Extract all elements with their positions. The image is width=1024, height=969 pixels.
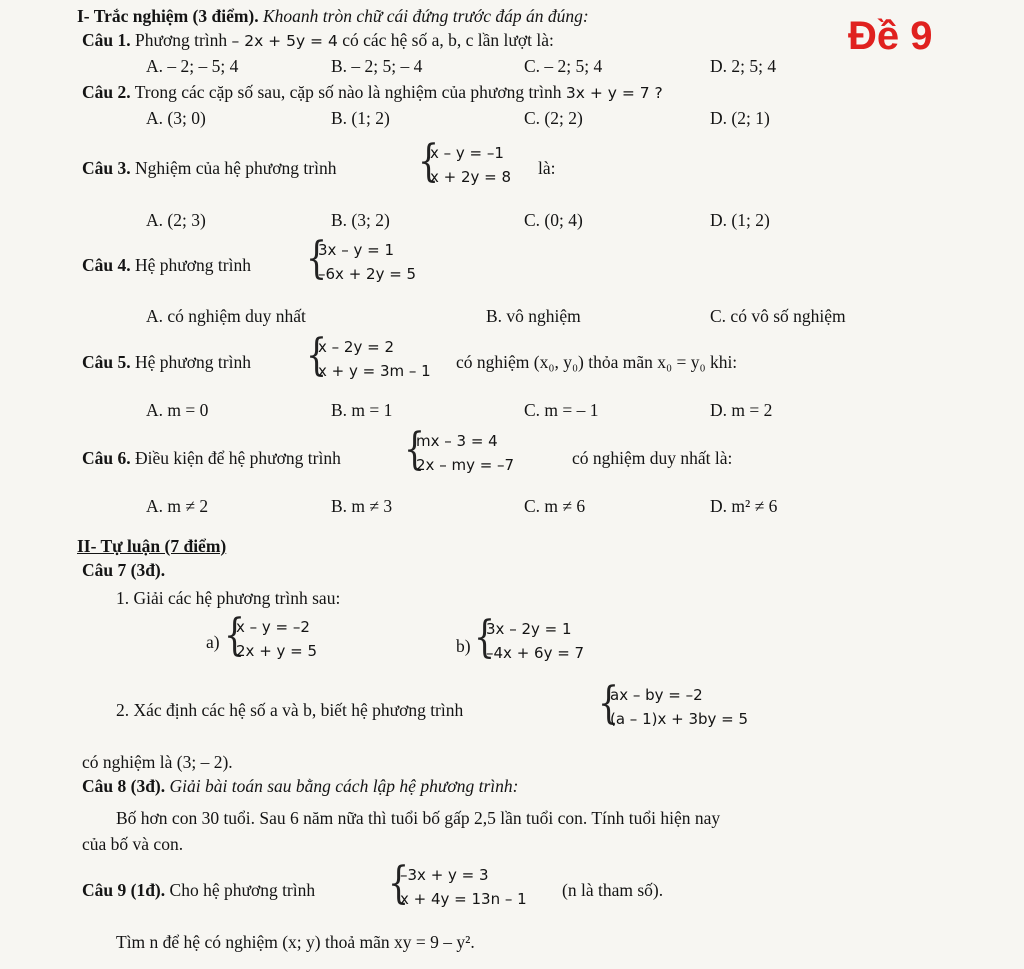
- q7-part2: 2. Xác định các hệ số a và b, biết hệ phương trình: [116, 700, 464, 720]
- q4-option-b[interactable]: B. vô nghiệm: [486, 306, 581, 326]
- equation: 2x + y = 5: [236, 642, 318, 660]
- question-8: [82, 776, 518, 797]
- q6-system: [404, 424, 564, 480]
- equation: 3x – y = 1: [318, 241, 394, 259]
- q1-option-b[interactable]: B. – 2; 5; – 4: [331, 56, 423, 76]
- section1-title: [77, 6, 589, 27]
- question-text: Nghiệm của hệ phương trình: [135, 158, 337, 178]
- question-text: là:: [538, 158, 556, 178]
- q7-part1: 1. Giải các hệ phương trình sau:: [116, 588, 341, 608]
- q5-system: [306, 330, 456, 386]
- equation: x + 4y = 13n – 1: [400, 890, 527, 908]
- q7-b-label: b): [456, 636, 471, 656]
- question-label: Câu 2.: [82, 82, 131, 102]
- brace-icon: {: [598, 678, 619, 729]
- question-text: Hệ phương trình: [135, 352, 251, 372]
- q4-option-c[interactable]: C. có vô số nghiệm: [710, 306, 846, 326]
- question-text: có nghiệm (x₀, y₀) thỏa mãn x₀ = y₀ khi:: [456, 352, 738, 372]
- equation: (a – 1)x + 3by = 5: [610, 710, 749, 728]
- q3-option-b[interactable]: B. (3; 2): [331, 210, 390, 230]
- q6-option-b[interactable]: B. m ≠ 3: [331, 496, 393, 516]
- q6-option-c[interactable]: C. m ≠ 6: [524, 496, 586, 516]
- question-math: – 2x + 5y = 4: [231, 32, 338, 50]
- brace-icon: {: [388, 858, 409, 909]
- question-label: Câu 4.: [82, 255, 131, 275]
- equation: –4x + 6y = 7: [486, 644, 585, 662]
- question-label: Câu 5.: [82, 352, 131, 372]
- q2-option-b[interactable]: B. (1; 2): [331, 108, 390, 128]
- q7-label: Câu 7 (3đ).: [82, 560, 166, 580]
- q5-option-b[interactable]: B. m = 1: [331, 400, 393, 420]
- q2-option-a[interactable]: A. (3; 0): [146, 108, 206, 128]
- brace-icon: {: [418, 136, 439, 187]
- q6-option-d[interactable]: D. m² ≠ 6: [710, 496, 778, 516]
- question-text: (n là tham số).: [562, 880, 664, 900]
- equation: x – y = –2: [236, 618, 310, 636]
- question-label: Câu 6.: [82, 448, 131, 468]
- question-5: [82, 352, 251, 373]
- question-label: Câu 3.: [82, 158, 131, 178]
- q7-part2-end: có nghiệm là (3; – 2).: [82, 752, 233, 772]
- q7-a-system: [224, 610, 374, 666]
- q8-line2: của bố và con.: [82, 834, 184, 854]
- question-text: có các hệ số a, b, c lần lượt là:: [342, 30, 554, 50]
- equation: 3x – 2y = 1: [486, 620, 572, 638]
- equation: mx – 3 = 4: [416, 432, 498, 450]
- q3-option-c[interactable]: C. (0; 4): [524, 210, 583, 230]
- question-6: [82, 448, 341, 469]
- q4-option-a[interactable]: A. có nghiệm duy nhất: [146, 306, 306, 326]
- q9-system: [388, 858, 568, 914]
- question-4: [82, 255, 251, 276]
- q3-option-d[interactable]: D. (1; 2): [710, 210, 770, 230]
- question-label: Câu 9 (1đ).: [82, 880, 166, 900]
- q5-option-c[interactable]: C. m = – 1: [524, 400, 599, 420]
- question-9: [82, 880, 315, 901]
- section1-title-text: I- Trắc nghiệm (3 điểm).: [77, 6, 259, 26]
- q1-option-c[interactable]: C. – 2; 5; 4: [524, 56, 603, 76]
- q8-instruction: Giải bài toán sau bằng cách lập hệ phương trình:: [169, 776, 519, 796]
- brace-icon: {: [306, 330, 327, 381]
- q1-option-d[interactable]: D. 2; 5; 4: [710, 56, 777, 76]
- question-label: Câu 8 (3đ).: [82, 776, 166, 796]
- question-2: [82, 82, 663, 103]
- q8-line1: Bố hơn con 30 tuổi. Sau 6 năm nữa thì tuổi bố gấp 2,5 lần tuổi con. Tính tuổi hiện nay: [116, 808, 721, 828]
- question-label: Câu 1.: [82, 30, 131, 50]
- q2-option-d[interactable]: D. (2; 1): [710, 108, 770, 128]
- q7-part2-system: [598, 678, 778, 734]
- equation: –3x + y = 3: [400, 866, 489, 884]
- q9-line2: Tìm n để hệ có nghiệm (x; y) thoả mãn xy = 9 – y².: [116, 932, 475, 952]
- question-1: [82, 30, 554, 51]
- exam-title: Đề 9: [848, 14, 933, 58]
- equation: x + y = 3m – 1: [318, 362, 431, 380]
- question-3: [82, 158, 336, 179]
- question-text: Cho hệ phương trình: [169, 880, 316, 900]
- equation: ax – by = –2: [610, 686, 703, 704]
- equation: –6x + 2y = 5: [318, 265, 417, 283]
- q5-option-a[interactable]: A. m = 0: [146, 400, 209, 420]
- brace-icon: {: [306, 233, 327, 284]
- section2-title: II- Tự luận (7 điểm): [77, 536, 227, 556]
- question-math: 3x + y = 7 ?: [565, 84, 663, 102]
- equation: x – 2y = 2: [318, 338, 394, 356]
- question-text: Trong các cặp số sau, cặp số nào là nghiệm của phương trình: [134, 82, 562, 102]
- q4-system: [306, 233, 456, 289]
- section1-instruction: Khoanh tròn chữ cái đứng trước đáp án đúng:: [263, 6, 589, 26]
- q6-option-a[interactable]: A. m ≠ 2: [146, 496, 209, 516]
- q1-option-a[interactable]: A. – 2; – 5; 4: [146, 56, 239, 76]
- equation: x – y = –1: [430, 144, 504, 162]
- q7-a-label: a): [206, 632, 220, 652]
- equation: 2x – my = –7: [416, 456, 515, 474]
- brace-icon: {: [404, 424, 425, 475]
- equation: x + 2y = 8: [430, 168, 512, 186]
- question-text: Hệ phương trình: [135, 255, 251, 275]
- q2-option-c[interactable]: C. (2; 2): [524, 108, 583, 128]
- question-text: có nghiệm duy nhất là:: [572, 448, 733, 468]
- brace-icon: {: [224, 610, 245, 661]
- q3-option-a[interactable]: A. (2; 3): [146, 210, 206, 230]
- q7-b-system: [474, 612, 624, 668]
- question-text: Phương trình: [135, 30, 228, 50]
- brace-icon: {: [474, 612, 495, 663]
- q5-option-d[interactable]: D. m = 2: [710, 400, 773, 420]
- question-text: Điều kiện để hệ phương trình: [135, 448, 341, 468]
